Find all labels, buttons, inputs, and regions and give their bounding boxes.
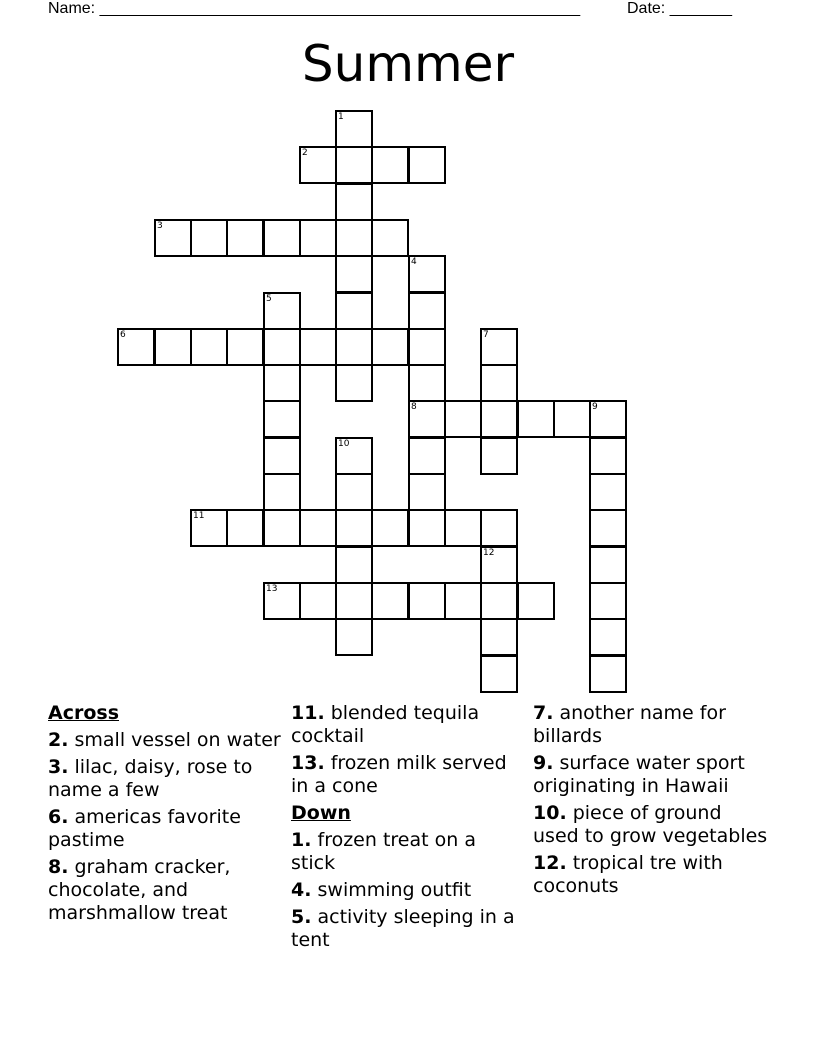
down-heading: Down	[291, 802, 351, 824]
grid-cell[interactable]	[263, 328, 301, 366]
grid-cell[interactable]	[444, 509, 482, 547]
clue-across-8: 8. graham cracker, chocolate, and marshmallow treat	[48, 856, 231, 924]
grid-cell[interactable]	[299, 146, 337, 184]
clue-down-12: 12. tropical tre with coconuts	[533, 852, 723, 897]
grid-cell[interactable]	[517, 400, 555, 438]
grid-cell[interactable]	[226, 509, 264, 547]
grid-cell[interactable]	[335, 364, 373, 402]
grid-cell[interactable]	[263, 509, 301, 547]
clue-number: 7	[483, 330, 489, 340]
grid-cell[interactable]	[371, 509, 409, 547]
grid-cell[interactable]	[335, 328, 373, 366]
puzzle-title: Summer	[301, 35, 515, 93]
across-heading: Across	[48, 702, 120, 724]
grid-cell[interactable]	[335, 110, 373, 148]
grid-cell[interactable]	[335, 582, 373, 620]
grid-cell[interactable]	[263, 437, 301, 475]
clue-across-3: 3. lilac, daisy, rose to name a few	[48, 756, 253, 801]
clue-number: 12	[483, 548, 495, 558]
grid-cell[interactable]	[589, 473, 627, 511]
clue-number: 10	[338, 439, 350, 449]
grid-cell[interactable]	[226, 328, 264, 366]
grid-cell[interactable]	[263, 364, 301, 402]
clue-number: 2	[302, 148, 308, 158]
grid-cell[interactable]	[408, 328, 446, 366]
grid-cell[interactable]	[117, 328, 155, 366]
grid-cell[interactable]	[371, 582, 409, 620]
clues-column-3	[533, 702, 768, 902]
grid-cell[interactable]	[553, 400, 591, 438]
grid-cell[interactable]	[335, 183, 373, 221]
clue-across-6: 6. americas favorite pastime	[48, 806, 241, 851]
grid-cell[interactable]	[480, 328, 518, 366]
grid-cell[interactable]	[154, 219, 192, 257]
grid-cell[interactable]	[335, 473, 373, 511]
grid-cell[interactable]	[589, 400, 627, 438]
grid-cell[interactable]	[299, 219, 337, 257]
grid-cell[interactable]	[263, 582, 301, 620]
grid-cell[interactable]	[589, 437, 627, 475]
grid-cell[interactable]	[335, 618, 373, 656]
clue-number: 6	[120, 330, 126, 340]
clue-down-4: 4. swimming outfit	[291, 879, 472, 901]
grid-cell[interactable]	[299, 328, 337, 366]
grid-cell[interactable]	[444, 582, 482, 620]
grid-cell[interactable]	[480, 618, 518, 656]
grid-cell[interactable]	[371, 219, 409, 257]
grid-cell[interactable]	[589, 655, 627, 693]
grid-cell[interactable]	[480, 582, 518, 620]
grid-cell[interactable]	[190, 509, 228, 547]
grid-cell[interactable]	[480, 437, 518, 475]
grid-cell[interactable]	[335, 146, 373, 184]
grid-cell[interactable]	[154, 328, 192, 366]
grid-cell[interactable]	[408, 146, 446, 184]
grid-cell[interactable]	[408, 437, 446, 475]
clues-column-1	[48, 702, 283, 929]
clue-number: 9	[592, 402, 598, 412]
clue-down-9: 9. surface water sport originating in Hawaii	[533, 752, 745, 797]
grid-cell[interactable]	[335, 437, 373, 475]
clue-number: 11	[193, 511, 205, 521]
grid-cell[interactable]	[517, 582, 555, 620]
grid-cell[interactable]	[263, 219, 301, 257]
grid-cell[interactable]	[190, 328, 228, 366]
clue-number: 13	[266, 584, 278, 594]
grid-cell[interactable]	[408, 292, 446, 330]
clue-number: 3	[157, 221, 163, 231]
clue-across-13: 13. frozen milk served in a cone	[291, 752, 507, 797]
grid-cell[interactable]	[480, 655, 518, 693]
grid-cell[interactable]	[480, 546, 518, 584]
grid-cell[interactable]	[371, 328, 409, 366]
clue-number: 4	[411, 257, 417, 267]
grid-cell[interactable]	[263, 292, 301, 330]
grid-cell[interactable]	[589, 546, 627, 584]
clue-down-10: 10. piece of ground used to grow vegetables	[533, 802, 768, 847]
grid-cell[interactable]	[589, 509, 627, 547]
grid-cell[interactable]	[299, 582, 337, 620]
clue-across-2: 2. small vessel on water	[48, 729, 281, 751]
clue-down-5: 5. activity sleeping in a tent	[291, 906, 515, 951]
name-label: Name: ______________________________________________________	[48, 0, 581, 17]
grid-cell[interactable]	[480, 364, 518, 402]
grid-cell[interactable]	[335, 292, 373, 330]
clue-across-11: 11. blended tequila cocktail	[291, 702, 480, 747]
grid-cell[interactable]	[408, 364, 446, 402]
grid-cell[interactable]	[263, 473, 301, 511]
grid-cell[interactable]	[299, 509, 337, 547]
grid-cell[interactable]	[408, 473, 446, 511]
clue-down-1: 1. frozen treat on a stick	[291, 829, 476, 874]
grid-cell[interactable]	[480, 400, 518, 438]
grid-cell[interactable]	[408, 400, 446, 438]
date-label: Date: _______	[627, 0, 732, 17]
grid-cell[interactable]	[335, 509, 373, 547]
grid-cell[interactable]	[335, 255, 373, 293]
grid-cell[interactable]	[589, 582, 627, 620]
grid-cell[interactable]	[408, 255, 446, 293]
grid-cell[interactable]	[371, 146, 409, 184]
grid-cell[interactable]	[480, 509, 518, 547]
grid-cell[interactable]	[190, 219, 228, 257]
grid-cell[interactable]	[226, 219, 264, 257]
clues-column-2	[291, 702, 526, 956]
grid-cell[interactable]	[335, 219, 373, 257]
clue-down-7: 7. another name for billards	[533, 702, 726, 747]
clue-number: 1	[338, 112, 344, 122]
clue-number: 8	[411, 402, 417, 412]
grid-cell[interactable]	[408, 582, 446, 620]
grid-cell[interactable]	[444, 400, 482, 438]
grid-cell[interactable]	[263, 400, 301, 438]
clue-number: 5	[266, 294, 272, 304]
grid-cell[interactable]	[408, 509, 446, 547]
grid-cell[interactable]	[589, 618, 627, 656]
grid-cell[interactable]	[335, 546, 373, 584]
